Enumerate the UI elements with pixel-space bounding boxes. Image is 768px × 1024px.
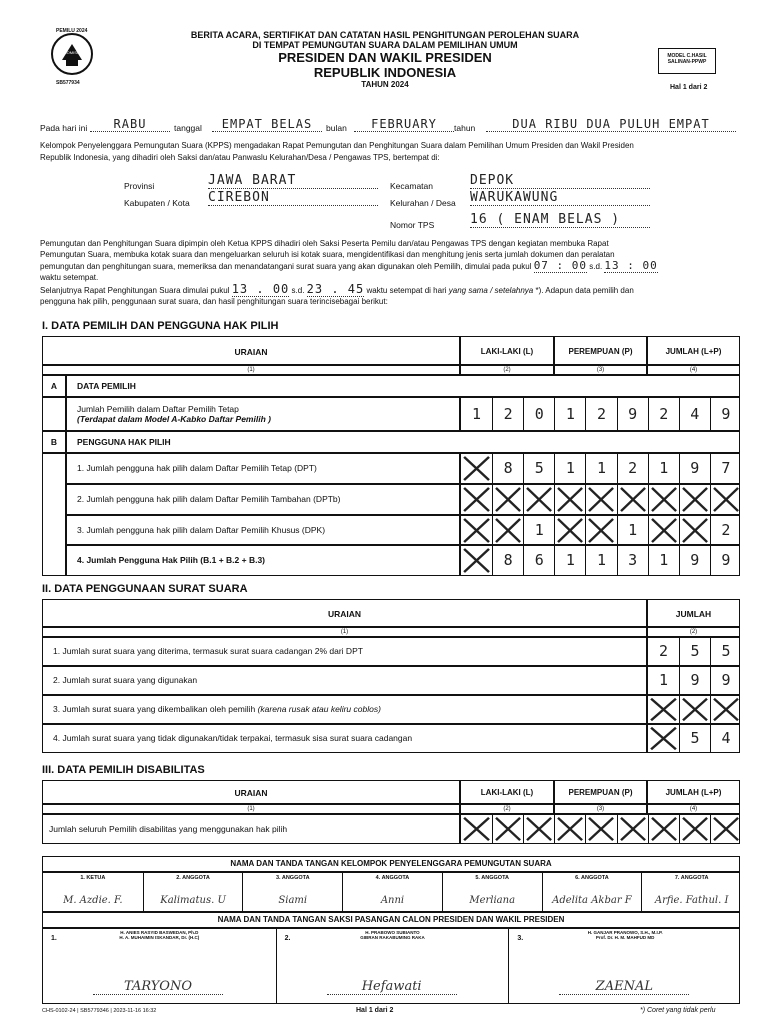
- kpps-title: NAMA DAN TANDA TANGAN KELOMPOK PENYELENGGARA PEMUNGUTAN SUARA: [42, 856, 740, 872]
- tanggal-label: tanggal: [174, 123, 202, 133]
- s3-col-p: PEREMPUAN (P): [568, 788, 633, 797]
- provinsi-value: JAWA BARAT: [208, 173, 378, 189]
- s1-a-title: DATA PEMILIH: [66, 375, 740, 397]
- count-end: 23 . 45: [306, 282, 365, 296]
- header-line3: PRESIDEN DAN WAKIL PRESIDEN: [278, 50, 492, 65]
- kelurahan-value: WARUKAWUNG: [470, 190, 650, 206]
- kecamatan-label: Kecamatan: [390, 181, 433, 191]
- kabupaten-value: CIREBON: [208, 190, 378, 206]
- s1-b-crossed-cell: [679, 485, 710, 514]
- s2-col-uraian: URAIAN: [327, 609, 362, 619]
- s1-head-uraian: [42, 336, 460, 365]
- s2-row-text: 3. Jumlah surat suara yang dikembalikan oleh pemilih: [53, 704, 256, 714]
- para-line4: waktu setempat.: [40, 273, 99, 282]
- kpps-signature-name: Arfie. Fathul. I: [654, 895, 729, 906]
- s3-num2: (2): [460, 804, 554, 814]
- s3-crossed-cell: [679, 815, 710, 843]
- intro-line: [40, 117, 740, 139]
- s3-head-l: [460, 780, 554, 804]
- s3-row-label: Jumlah seluruh Pemilih disabilitas yang menggunakan hak pilih: [42, 814, 460, 844]
- kpps-member: [43, 873, 143, 911]
- s2-digit: 1: [658, 671, 669, 689]
- s1-b-digit: 1: [585, 454, 616, 483]
- header-line1: BERITA ACARA, SERTIFIKAT DAN CATATAN HASIL PENGHITUNGAN PEROLEHAN SUARA: [190, 30, 580, 40]
- s1-b-digit: 1: [585, 546, 616, 575]
- saksi-signature-name: ZAENAL: [559, 979, 689, 995]
- footer-note: *) Coret yang tidak perlu: [640, 1007, 716, 1014]
- kelurahan-label: Kelurahan / Desa: [390, 198, 456, 208]
- s1-a-row-label: Jumlah Pemilih dalam Daftar Pemilih Tetap: [77, 404, 239, 414]
- saksi-signature-name: Hefawati: [327, 979, 457, 995]
- s1-b-crossed-cell: [648, 516, 679, 545]
- s2-digit: 9: [710, 667, 741, 694]
- s2-row-digits: [647, 695, 740, 724]
- bulan-label: bulan: [326, 123, 347, 133]
- kpps-role: 2. ANGGOTA: [176, 875, 210, 881]
- s3-crossed-cell: [523, 815, 554, 843]
- s1-a-digit: 2: [585, 398, 616, 430]
- para-line5-tail: waktu setempat di hari: [366, 286, 447, 295]
- s1-b-digit: 9: [710, 546, 741, 575]
- s1-b-crossed-cell: [648, 485, 679, 514]
- s2-crossed-cell: [710, 696, 741, 723]
- provinsi-label: Provinsi: [124, 181, 155, 191]
- s1-a-digit: 9: [710, 398, 741, 430]
- s1-b-row-label: 3. Jumlah pengguna hak pilih dalam Daftar Pemilih Khusus (DPK): [66, 515, 460, 546]
- intro-text1: Kelompok Penyelenggara Pemungutan Suara (KPPS) mengadakan Rapat Pemungutan dan Penghitungan Suara dalam Pemilihan Umum Presiden dan Wakil Presiden: [40, 141, 634, 150]
- s1-num2: (2): [460, 365, 554, 375]
- logo-text: PEMILU 2024: [56, 28, 88, 34]
- s1-b-letter: B: [42, 431, 66, 453]
- s2-row-label: [42, 666, 647, 695]
- s1-a-digit: 2: [492, 398, 523, 430]
- saksi-member: [508, 929, 741, 1003]
- kpps-member: [542, 873, 642, 911]
- s1-b-digit: 1: [554, 546, 585, 575]
- count-start: 13 . 00: [231, 282, 290, 296]
- s1-a-row-italic: (Terdapat dalam Model A-Kabko Daftar Pemilih ): [77, 414, 271, 424]
- s2-digit: 5: [710, 638, 741, 665]
- s1-b-crossed-cell: [554, 516, 585, 545]
- s2-row-digits: [647, 637, 740, 666]
- intro-text2: Republik Indonesia, yang dihadiri oleh Saksi dan/atau Panwaslu Kelurahan/Desa / Pengawas TPS, bertempat di:: [40, 153, 440, 162]
- time-end: 13 : 00: [604, 259, 658, 272]
- s3-col-uraian: URAIAN: [234, 788, 268, 798]
- s1-b-crossed-cell: [461, 454, 492, 483]
- s1-b-crossed-cell: [461, 485, 492, 514]
- footer-page: Hal 1 dari 2: [356, 1007, 394, 1014]
- sd-2: s.d.: [291, 286, 305, 295]
- s1-a-digit: 1: [472, 405, 482, 423]
- para-line3-text: pemungutan dan penghitungan suara, memeriksa dan menandatangani surat suara yang akan digunakan oleh Pemilih, dimulai pada pukul: [40, 262, 532, 271]
- para-line5: [40, 284, 750, 296]
- bulan-value: FEBRUARY: [354, 117, 454, 132]
- s1-b-crossed-cell: [461, 546, 492, 575]
- s1-a-row: [66, 397, 460, 431]
- kpu-logo: [48, 30, 96, 88]
- saksi-number: 2.: [284, 935, 291, 942]
- saksi-candidate2: H. A. MUHAIMIN ISKANDAR, Dr. (H.C): [119, 935, 200, 940]
- s1-b-spacer: [42, 453, 66, 576]
- tahun-label: tahun: [454, 123, 476, 133]
- s1-b-digit: 8: [492, 454, 523, 483]
- s2-digit: 9: [679, 667, 710, 694]
- s3-crossed-cell: [617, 815, 648, 843]
- s1-b-row-digits: [460, 515, 740, 546]
- signature-section: [42, 856, 740, 1004]
- page-number: Hal 1 dari 2: [670, 84, 708, 91]
- document-header: [150, 30, 620, 89]
- s2-crossed-cell: [648, 696, 679, 723]
- s1-b-digit: 2: [617, 454, 648, 483]
- header-line2: DI TEMPAT PEMUNGUTAN SUARA DALAM PEMILIHAN UMUM: [252, 40, 518, 50]
- s1-b-crossed-cell: [679, 516, 710, 545]
- kpps-role: 7. ANGGOTA: [674, 875, 709, 881]
- s1-col-j: JUMLAH (L+P): [665, 347, 722, 356]
- kpps-members: [42, 872, 740, 912]
- s1-head-j: [647, 336, 740, 365]
- saksi-title: NAMA DAN TANDA TANGAN SAKSI PASANGAN CALON PRESIDEN DAN WAKIL PRESIDEN: [42, 912, 740, 928]
- model-box: [658, 48, 716, 74]
- saksi-candidate1: H. GANJAR PRANOWO, S.H., M.I.P.: [587, 930, 663, 935]
- s1-a-digit: 9: [617, 398, 648, 430]
- s1-head-l: [460, 336, 554, 365]
- para-line5-italic: yang sama / setelahnya: [448, 286, 534, 295]
- s1-b-crossed-cell: [710, 485, 741, 514]
- kpps-role: 5. ANGGOTA: [475, 875, 509, 881]
- s1-b-crossed-cell: [585, 516, 616, 545]
- s1-a-letter: A: [42, 375, 66, 397]
- s3-head-uraian: [42, 780, 460, 804]
- saksi-number: 3.: [517, 935, 524, 942]
- section1-title: I. DATA PEMILIH DAN PENGGUNA HAK PILIH: [42, 320, 279, 332]
- kpps-signature-name: Kalimatus. U: [160, 895, 226, 906]
- s1-b-row-label: 1. Jumlah pengguna hak pilih dalam Daftar Pemilih Tetap (DPT): [66, 453, 460, 484]
- s1-b-digit: 6: [523, 546, 554, 575]
- s1-a-digit: 0: [523, 398, 554, 430]
- tanggal-value: EMPAT BELAS: [212, 117, 322, 132]
- s1-head-p: [554, 336, 647, 365]
- s2-digit: 4: [710, 725, 741, 752]
- tps-value: 16 ( ENAM BELAS ): [470, 212, 650, 228]
- s3-crossed-cell: [492, 815, 523, 843]
- s1-b-crossed-cell: [492, 516, 523, 545]
- s1-num4: (4): [647, 365, 740, 375]
- s1-b-crossed-cell: [554, 485, 585, 514]
- s1-b-crossed-cell: [523, 485, 554, 514]
- s3-crossed-cell: [648, 815, 679, 843]
- s1-col-p: PEREMPUAN (P): [568, 347, 633, 356]
- s3-num4: (4): [647, 804, 740, 814]
- kecamatan-value: DEPOK: [470, 173, 650, 189]
- footer-code: CHS-0102-24 | SB5779346 | 2023-11-16 16:32: [42, 1008, 157, 1014]
- s1-b-row-label: 4. Jumlah Pengguna Hak Pilih (B.1 + B.2 + B.3): [66, 545, 460, 576]
- kabupaten-label: Kabupaten / Kota: [124, 198, 190, 208]
- para-line5-end: *). Adapun data pemilih dan: [535, 286, 634, 295]
- model-line2: SALINAN-PPWP: [667, 59, 707, 65]
- s2-row-text: 2. Jumlah surat suara yang digunakan: [53, 675, 198, 685]
- logo-caption: KOMISI: [64, 50, 79, 55]
- s3-crossed-cell: [554, 815, 585, 843]
- s1-b-digit: 1: [554, 454, 585, 483]
- s1-b-digit: 8: [492, 546, 523, 575]
- s2-crossed-cell: [648, 725, 679, 752]
- saksi-candidate2: GIBRAN RAKABUMING RAKA: [360, 935, 425, 940]
- s1-b-digit: 2: [710, 516, 741, 545]
- s2-num1: (1): [42, 627, 647, 637]
- s1-a-digit: 1: [554, 398, 585, 430]
- kpps-signature-name: Merliana: [469, 895, 516, 906]
- time-start: 07 : 00: [533, 259, 588, 272]
- saksi-members: [42, 928, 740, 1004]
- s3-col-j: JUMLAH (L+P): [665, 788, 722, 797]
- kpps-role: 4. ANGGOTA: [375, 875, 410, 881]
- section3-title: III. DATA PEMILIH DISABILITAS: [42, 764, 205, 776]
- s1-b-digit: 1: [523, 516, 554, 545]
- saksi-member: [276, 929, 509, 1003]
- s1-b-digit: 1: [617, 516, 648, 545]
- para-line3: [40, 260, 750, 272]
- tahun-value: DUA RIBU DUA PULUH EMPAT: [486, 117, 736, 132]
- saksi-member: [43, 929, 276, 1003]
- s2-head-uraian: [42, 599, 647, 627]
- s1-b-digit: 7: [710, 454, 741, 483]
- s3-crossed-cell: [710, 815, 741, 843]
- s1-b-digit: 1: [648, 546, 679, 575]
- kpps-signature-name: Anni: [380, 895, 405, 906]
- para-line1: Pemungutan dan Penghitungan Suara dipimpin oleh Ketua KPPS dihadiri oleh Saksi Peserta Pemilu dan/atau Pengawas TPS dengan kegiatan membuka Rapat: [40, 239, 609, 248]
- kpps-member: [641, 873, 741, 911]
- kpps-signature-name: M. Azdie. F.: [63, 895, 123, 906]
- s1-b-row-label: 2. Jumlah pengguna hak pilih dalam Daftar Pemilih Tambahan (DPTb): [66, 484, 460, 515]
- kpps-member: [242, 873, 342, 911]
- s1-a-spacer: [42, 397, 66, 431]
- s2-crossed-cell: [679, 696, 710, 723]
- s1-b-digit: 9: [679, 454, 710, 483]
- s1-a-digit: 2: [648, 398, 679, 430]
- s3-num3: (3): [554, 804, 647, 814]
- section2-title: II. DATA PENGGUNAAN SURAT SUARA: [42, 583, 248, 595]
- saksi-candidate1: H. PRABOWO SUBIANTO: [365, 930, 420, 935]
- s2-row-italic: (karena rusak atau keliru coblos): [255, 704, 381, 714]
- kpps-role: 1. KETUA: [80, 875, 106, 881]
- s1-num3: (3): [554, 365, 647, 375]
- section3-table: [42, 780, 740, 844]
- s2-row-text: 1. Jumlah surat suara yang diterima, termasuk surat suara cadangan 2% dari DPT: [53, 646, 363, 656]
- s1-b-digit: 1: [648, 454, 679, 483]
- s1-b-crossed-cell: [492, 485, 523, 514]
- s3-head-j: [647, 780, 740, 804]
- s1-col-uraian: URAIAN: [234, 347, 268, 357]
- hari-value: RABU: [90, 117, 170, 132]
- s3-num1: (1): [42, 804, 460, 814]
- s1-a-digits: [460, 397, 740, 431]
- s2-head-j: [647, 599, 740, 627]
- s2-row-label: [42, 637, 647, 666]
- s1-num1: (1): [42, 365, 460, 375]
- s1-b-digit: 5: [523, 454, 554, 483]
- kpps-member: [143, 873, 243, 911]
- s3-col-l: LAKI-LAKI (L): [480, 788, 534, 797]
- section1-table: [42, 336, 740, 576]
- s1-b-row-digits: [460, 484, 740, 515]
- kpps-member: [442, 873, 542, 911]
- s1-b-row-digits: [460, 453, 740, 484]
- procedure-paragraph: [40, 238, 750, 307]
- para-line5-text: Selanjutnya Rapat Penghitungan Suara dimulai pukul: [40, 286, 230, 295]
- s1-a-digit: 4: [679, 398, 710, 430]
- saksi-number: 1.: [51, 935, 57, 942]
- s2-row-label: [42, 695, 647, 724]
- s3-digits: [460, 814, 740, 844]
- s2-digit: 5: [679, 725, 710, 752]
- kpps-signature-name: Adelita Akbar F: [552, 895, 632, 906]
- saksi-candidate2: Prof. Dr. H. M. MAHFUD MD: [595, 935, 655, 940]
- tps-label: Nomor TPS: [390, 220, 435, 230]
- s2-row-digits: [647, 724, 740, 753]
- s1-b-crossed-cell: [585, 485, 616, 514]
- s3-crossed-cell: [585, 815, 616, 843]
- s1-b-row-digits: [460, 545, 740, 576]
- s2-digit: 2: [658, 642, 669, 660]
- s2-digit: 5: [679, 638, 710, 665]
- para-line2: Pemungutan Suara, membuka kotak suara dan mengeluarkan seluruh isi kotak suara, mengidentifikasi dan menghitung jenis serta jumlah dokumen dan peralatan: [40, 250, 615, 259]
- s2-row-digits: [647, 666, 740, 695]
- saksi-signature-name: TARYONO: [93, 979, 223, 995]
- header-line4: REPUBLIK INDONESIA: [313, 65, 457, 80]
- s2-row-text: 4. Jumlah surat suara yang tidak digunakan/tidak terpakai, termasuk sisa surat suara cadangan: [53, 733, 413, 743]
- s1-b-digit: 3: [617, 546, 648, 575]
- kpps-role: 3. ANGGOTA: [275, 875, 310, 881]
- section2-table: [42, 599, 740, 753]
- s1-b-crossed-cell: [461, 516, 492, 545]
- s1-b-digit: 9: [679, 546, 710, 575]
- s1-b-crossed-cell: [617, 485, 648, 514]
- s1-col-l: LAKI-LAKI (L): [480, 347, 534, 356]
- kpps-role: 6. ANGGOTA: [575, 875, 609, 881]
- sd-1: s.d.: [589, 262, 603, 271]
- kpps-member: [342, 873, 442, 911]
- saksi-candidate1: H. ANIES RASYID BASWEDAN, Ph.D: [120, 930, 199, 935]
- intro-prefix: Pada hari ini: [40, 123, 88, 133]
- header-line5: TAHUN 2024: [361, 80, 409, 89]
- s2-row-label: [42, 724, 647, 753]
- para-line6: pengguna hak pilih, penggunaan surat suara, dan hasil penghitungan suara terincisebagai berikut:: [40, 297, 388, 306]
- kpps-signature-name: Siami: [278, 895, 308, 906]
- model-line1: MODEL C.HASIL: [667, 53, 707, 59]
- s3-head-p: [554, 780, 647, 804]
- s2-num2: (2): [647, 627, 740, 637]
- logo-serial: SB577934: [56, 80, 80, 86]
- s2-col-j: JUMLAH: [675, 609, 712, 619]
- s3-crossed-cell: [461, 815, 492, 843]
- s1-b-title: PENGGUNA HAK PILIH: [66, 431, 740, 453]
